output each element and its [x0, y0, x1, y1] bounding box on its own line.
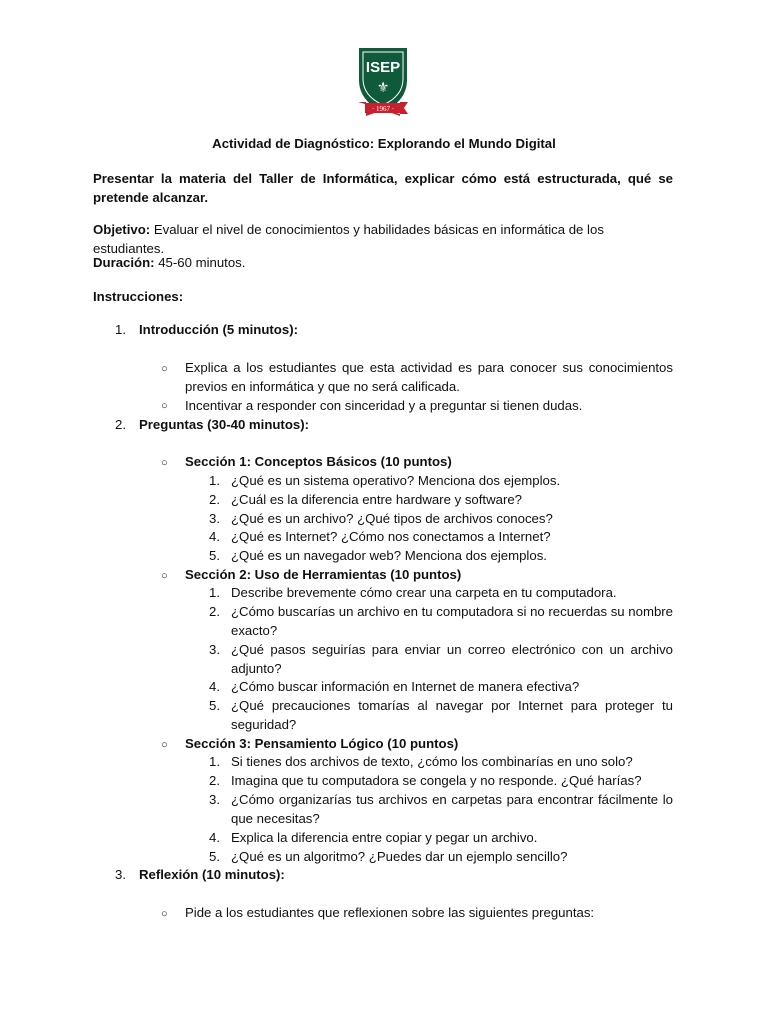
question-item: ¿Qué es un navegador web? Menciona dos ejemplos. [231, 548, 547, 563]
question-number: 2. [209, 773, 220, 788]
objective-paragraph [93, 221, 673, 258]
objective-text: Evaluar el nivel de conocimientos y habilidades básicas en informática de los estudiantes. [93, 222, 604, 256]
question-number: 5. [209, 849, 220, 864]
duration-paragraph [93, 254, 673, 273]
svg-text:ISEP: ISEP [365, 59, 401, 76]
question-number: 3. [209, 511, 220, 526]
bullet-icon: ○ [161, 457, 168, 469]
question-number: 4. [209, 529, 220, 544]
instructions-label: Instrucciones: [93, 289, 184, 304]
question-number: 4. [209, 830, 220, 845]
svg-text:· 1967 ·: · 1967 · [371, 105, 395, 113]
question-number: 5. [209, 548, 220, 563]
step-heading: Introducción (5 minutos): [139, 322, 298, 337]
question-item: Imagina que tu computadora se congela y no responde. ¿Qué harías? [231, 773, 642, 788]
list-item: Explica a los estudiantes que esta actividad es para conocer sus conocimientos previos en informática y que no será calificada. [185, 360, 673, 394]
step-heading: Preguntas (30-40 minutos): [139, 417, 310, 432]
question-number: 1. [209, 473, 220, 488]
intro-paragraph: Presentar la materia del Taller de Informática, explicar cómo está estructurada, qué se pretende alcanzar. [93, 171, 673, 205]
question-item: Si tienes dos archivos de texto, ¿cómo los combinarías en uno solo? [231, 754, 633, 769]
document-title: Actividad de Diagnóstico: Explorando el Mundo Digital [212, 136, 556, 151]
question-number: 3. [209, 792, 220, 807]
question-item: ¿Qué precauciones tomarías al navegar por Internet para proteger tu seguridad? [231, 698, 673, 732]
step-number: 1. [115, 322, 126, 337]
question-item: Explica la diferencia entre copiar y pegar un archivo. [231, 830, 538, 845]
question-number: 2. [209, 604, 220, 619]
section-title: Sección 2: Uso de Herramientas (10 puntos) [185, 567, 462, 582]
list-item: Pide a los estudiantes que reflexionen sobre las siguientes preguntas: [185, 905, 595, 920]
step-number: 3. [115, 867, 126, 882]
list-item: Incentivar a responder con sinceridad y a preguntar si tienen dudas. [185, 398, 583, 413]
section-title: Sección 3: Pensamiento Lógico (10 puntos) [185, 736, 459, 751]
question-item: ¿Cuál es la diferencia entre hardware y software? [231, 492, 523, 507]
bullet-icon: ○ [161, 400, 168, 412]
bullet-icon: ○ [161, 363, 168, 375]
bullet-icon: ○ [161, 908, 168, 920]
bullet-icon: ○ [161, 739, 168, 751]
question-number: 1. [209, 585, 220, 600]
bullet-icon: ○ [161, 570, 168, 582]
question-number: 4. [209, 679, 220, 694]
question-number: 1. [209, 754, 220, 769]
isep-logo [356, 46, 410, 118]
question-item: ¿Qué es un algoritmo? ¿Puedes dar un ejemplo sencillo? [231, 849, 568, 864]
question-number: 2. [209, 492, 220, 507]
duration-label: Duración: [93, 255, 155, 270]
objective-label: Objetivo: [93, 222, 151, 237]
step-number: 2. [115, 417, 126, 432]
duration-text: 45-60 minutos. [154, 255, 246, 270]
question-item: Describe brevemente cómo crear una carpeta en tu computadora. [231, 585, 617, 600]
question-item: ¿Cómo buscar información en Internet de manera efectiva? [231, 679, 580, 694]
question-item: ¿Qué es un archivo? ¿Qué tipos de archivos conoces? [231, 511, 553, 526]
question-number: 5. [209, 698, 220, 713]
question-item: ¿Qué pasos seguirías para enviar un correo electrónico con un archivo adjunto? [231, 642, 673, 676]
question-item: ¿Cómo buscarías un archivo en tu computadora si no recuerdas su nombre exacto? [231, 604, 674, 638]
svg-text:⚜: ⚜ [376, 80, 390, 96]
section-title: Sección 1: Conceptos Básicos (10 puntos) [185, 454, 452, 469]
step-heading: Reflexión (10 minutos): [139, 867, 285, 882]
question-item: ¿Qué es Internet? ¿Cómo nos conectamos a Internet? [231, 529, 551, 544]
question-item: ¿Qué es un sistema operativo? Menciona dos ejemplos. [231, 473, 561, 488]
question-item: ¿Cómo organizarías tus archivos en carpetas para encontrar fácilmente lo que necesitas? [231, 792, 673, 826]
question-number: 3. [209, 642, 220, 657]
